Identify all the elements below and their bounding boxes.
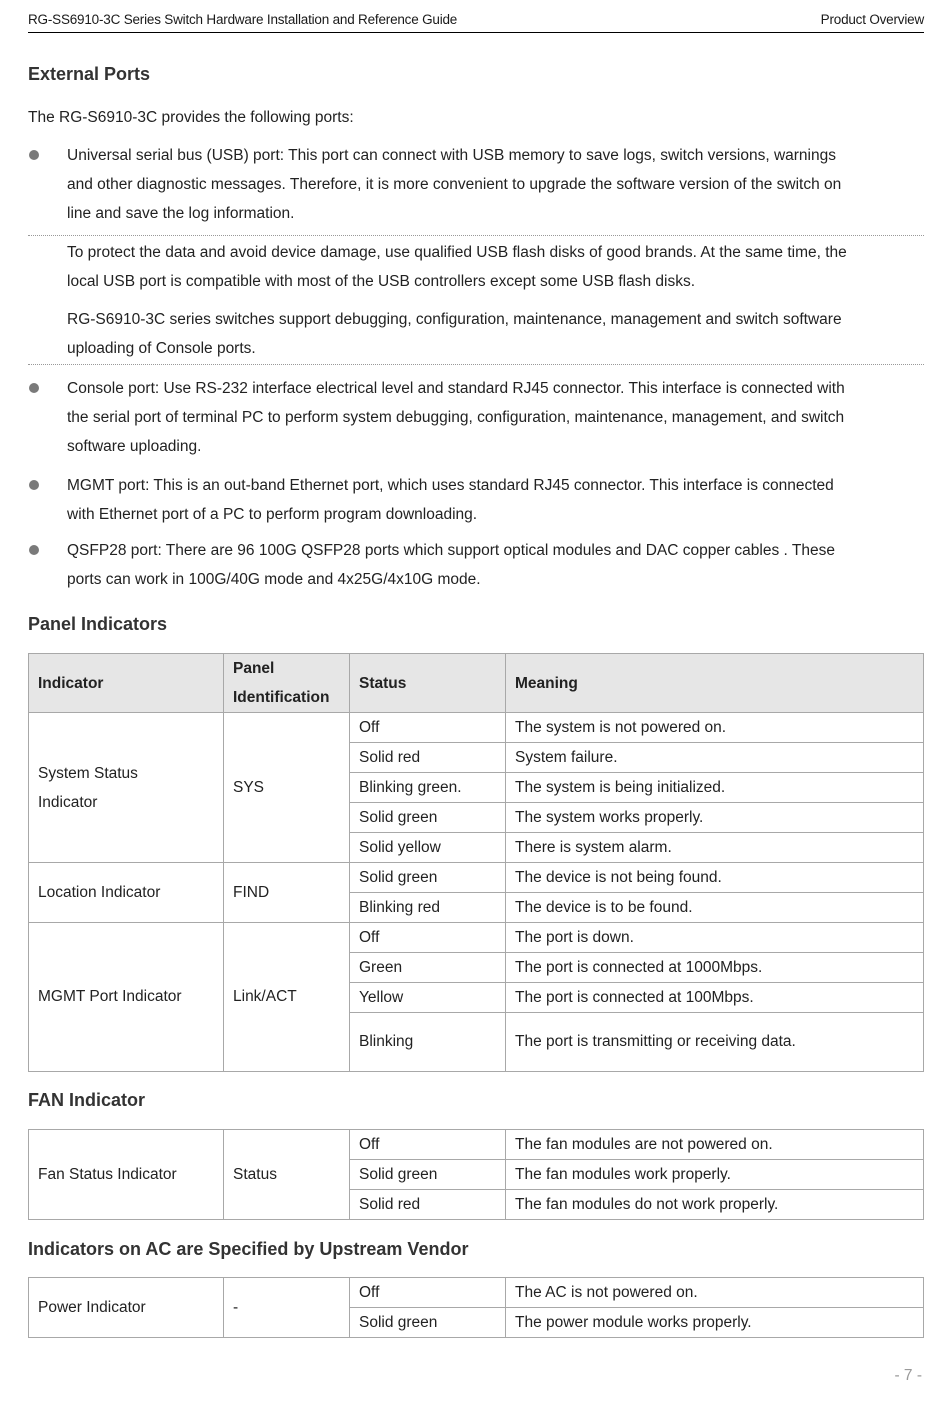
bullet-icon [29, 480, 39, 490]
meaning-cell: The AC is not powered on. [506, 1278, 924, 1308]
meaning-cell: The device is not being found. [506, 863, 924, 893]
status-cell: Blinking green. [350, 773, 506, 803]
meaning-cell: The system is being initialized. [506, 773, 924, 803]
meaning-cell: The system is not powered on. [506, 713, 924, 743]
status-cell: Solid green [350, 1308, 506, 1338]
table-row [29, 1278, 924, 1308]
ac-indicator-table [28, 1277, 924, 1338]
section-title-ac-indicators: Indicators on AC are Specified by Upstream Vendor [28, 1239, 469, 1259]
section-title-panel-indicators: Panel Indicators [28, 614, 168, 634]
status-cell: Solid red [350, 743, 506, 773]
page-number: - 7 - [894, 1367, 922, 1384]
panel-cell-power: - [224, 1278, 350, 1338]
meaning-cell: The system works properly. [506, 803, 924, 833]
panel-cell-fan: Status [224, 1130, 350, 1220]
status-cell: Solid red [350, 1190, 506, 1220]
header-section-title: Product Overview [820, 12, 924, 27]
meaning-cell: The port is connected at 100Mbps. [506, 983, 924, 1013]
qsfp28-port-description: QSFP28 port: There are 96 100G QSFP28 ports which support optical modules and DAC copper cables . These ports can work in 100G/40G mode and 4x25G/4x10G mode. [67, 542, 835, 588]
meaning-cell: System failure. [506, 743, 924, 773]
bullet-icon [29, 383, 39, 393]
status-cell: Solid green [350, 863, 506, 893]
usb-note: To protect the data and avoid device damage, use qualified USB flash disks of good brands. At the same time, the local USB port is compatible with most of the USB controllers except some USB flash disks. [67, 244, 847, 290]
status-cell: Green [350, 953, 506, 983]
status-cell: Yellow [350, 983, 506, 1013]
panel-cell-find: FIND [224, 863, 350, 923]
note-divider-bottom [28, 364, 924, 365]
panel-indicators-table [28, 653, 924, 1072]
meaning-cell: The port is transmitting or receiving data. [506, 1013, 924, 1072]
meaning-cell: The power module works properly. [506, 1308, 924, 1338]
note-divider-top [28, 235, 924, 236]
status-cell: Solid green [350, 1160, 506, 1190]
status-cell: Off [350, 713, 506, 743]
status-cell: Blinking [350, 1013, 506, 1072]
table-row [29, 923, 924, 953]
mgmt-port-description: MGMT port: This is an out-band Ethernet port, which uses standard RJ45 connector. This interface is connected with Ethernet port of a PC to perform program downloading. [67, 477, 834, 523]
header-status: Status [350, 654, 506, 713]
meaning-cell: There is system alarm. [506, 833, 924, 863]
indicator-cell-power: Power Indicator [29, 1278, 224, 1338]
meaning-cell: The device is to be found. [506, 893, 924, 923]
external-ports-intro: The RG-S6910-3C provides the following ports: [28, 109, 354, 126]
status-cell: Solid yellow [350, 833, 506, 863]
panel-cell-mgmt: Link/ACT [224, 923, 350, 1072]
indicator-cell-find: Location Indicator [29, 863, 224, 923]
bullet-icon [29, 150, 39, 160]
fan-indicator-table [28, 1129, 924, 1220]
table-row [29, 863, 924, 893]
meaning-cell: The fan modules are not powered on. [506, 1130, 924, 1160]
bullet-icon [29, 545, 39, 555]
table-row [29, 1130, 924, 1160]
indicator-cell-fan: Fan Status Indicator [29, 1130, 224, 1220]
status-cell: Blinking red [350, 893, 506, 923]
section-title-fan-indicator: FAN Indicator [28, 1090, 146, 1110]
status-cell: Off [350, 1130, 506, 1160]
header-document-title: RG-SS6910-3C Series Switch Hardware Installation and Reference Guide [28, 12, 458, 27]
table-row [29, 713, 924, 743]
table-header-row [29, 654, 924, 713]
console-port-description: Console port: Use RS-232 interface electrical level and standard RJ45 connector. This interface is connected with the serial port of terminal PC to perform system debugging, configuration, maintenance, management, and switch software uploading. [67, 380, 845, 455]
indicator-cell-mgmt: MGMT Port Indicator [29, 923, 224, 1072]
status-cell: Solid green [350, 803, 506, 833]
page-header [28, 10, 924, 33]
header-panel-identification: Panel Identification [224, 654, 350, 713]
header-meaning: Meaning [506, 654, 924, 713]
usb-port-description: Universal serial bus (USB) port: This port can connect with USB memory to save logs, switch versions, warnings and other diagnostic messages. Therefore, it is more convenient to upgrade the software version of the switch on line and save the log information. [67, 147, 842, 222]
meaning-cell: The port is down. [506, 923, 924, 953]
meaning-cell: The fan modules do not work properly. [506, 1190, 924, 1220]
section-title-external-ports: External Ports [28, 64, 151, 84]
header-indicator: Indicator [29, 654, 224, 713]
status-cell: Off [350, 923, 506, 953]
meaning-cell: The port is connected at 1000Mbps. [506, 953, 924, 983]
indicator-cell-sys: System Status Indicator [29, 713, 224, 863]
meaning-cell: The fan modules work properly. [506, 1160, 924, 1190]
status-cell: Off [350, 1278, 506, 1308]
panel-cell-sys: SYS [224, 713, 350, 863]
console-note: RG-S6910-3C series switches support debugging, configuration, maintenance, management and switch software uploading of Console ports. [67, 311, 842, 357]
